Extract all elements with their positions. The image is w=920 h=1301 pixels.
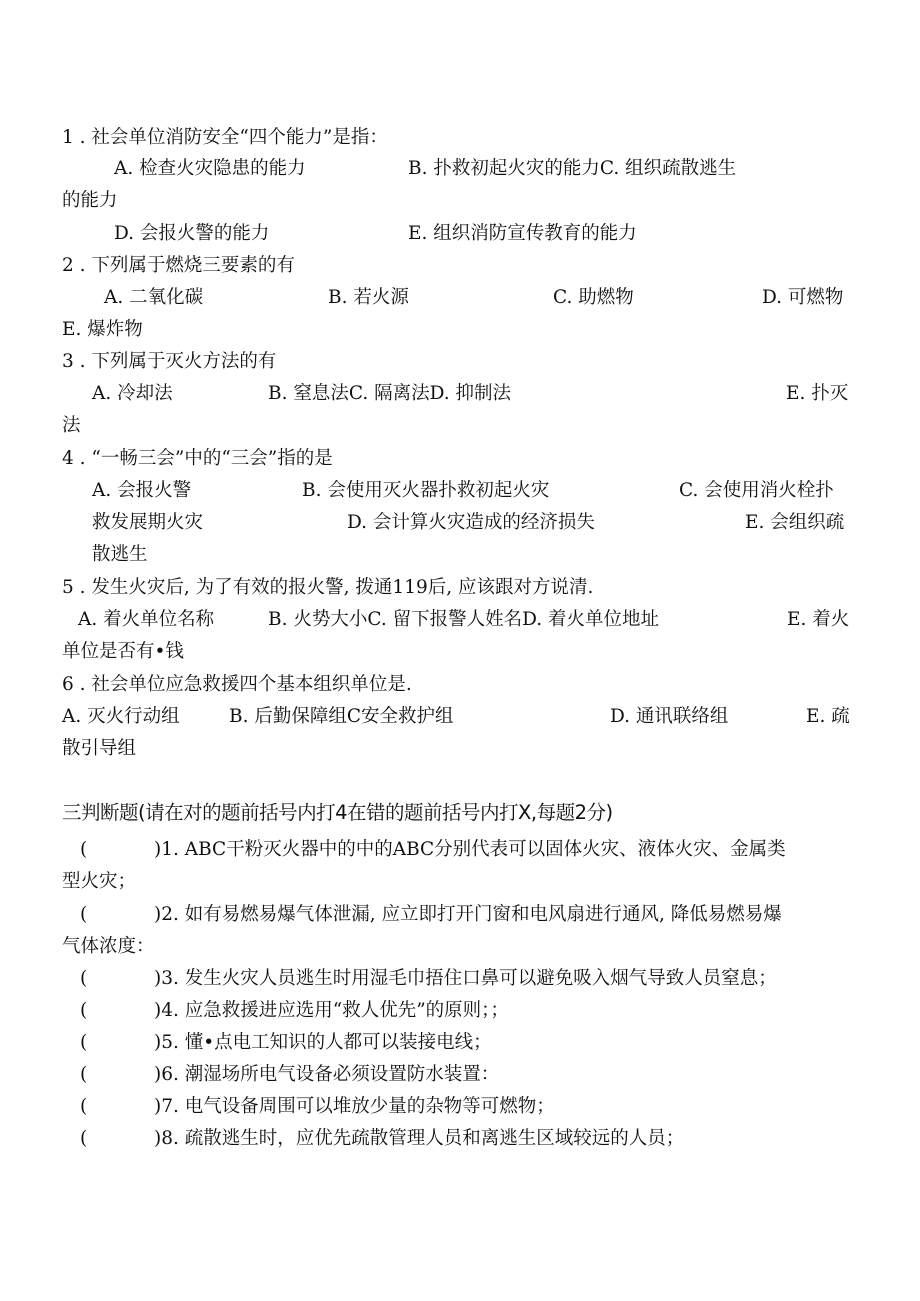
q6-option-b-c: B. 后勤保障组C安全救护组 xyxy=(229,706,454,727)
q1-option-a: A. 检查火灾隐患的能力 xyxy=(114,158,306,179)
tf-item-2-continued: 气体浓度： xyxy=(62,936,155,957)
open-paren: ( xyxy=(80,1064,88,1085)
q1-option-d: D. 会报火警的能力 xyxy=(114,223,270,244)
q4-option-e: E. 会组织疏 xyxy=(745,512,845,533)
open-paren: ( xyxy=(80,1032,88,1053)
answer-bracket[interactable] xyxy=(80,1095,154,1119)
tf-item-text: 5. 懂•点电工知识的人都可以装接电线； xyxy=(161,1032,492,1053)
tf-item-6 xyxy=(80,1063,499,1087)
q4-option-d: D. 会计算火灾造成的经济损失 xyxy=(347,512,595,533)
open-paren: ( xyxy=(80,1096,88,1117)
q2-option-a: A. 二氧化碳 xyxy=(104,287,204,308)
q3-option-a: A. 冷却法 xyxy=(92,383,173,404)
answer-bracket[interactable] xyxy=(80,1063,154,1087)
open-paren: ( xyxy=(80,839,88,860)
q2-option-b: B. 若火源 xyxy=(328,287,409,308)
q1-option-b-c: B. 扑救初起火灾的能力C. 组织疏散逃生 xyxy=(408,158,737,179)
close-paren: ) xyxy=(154,1032,162,1053)
tf-item-text: 6. 潮湿场所电气设备必须设置防水装置： xyxy=(161,1064,500,1085)
tf-item-1 xyxy=(80,838,786,862)
q5-option-a: A. 着火单位名称 xyxy=(78,609,215,630)
q3-option-e-continued: 法 xyxy=(62,415,81,436)
q4-option-b: B. 会使用灭火器扑救初起火灾 xyxy=(302,480,550,501)
q3-stem: 3 . 下列属于灭火方法的有 xyxy=(62,351,277,372)
close-paren: ) xyxy=(154,1096,162,1117)
close-paren: ) xyxy=(154,1064,162,1085)
tf-item-text: 7. 电气设备周围可以堆放少量的杂物等可燃物； xyxy=(161,1096,555,1117)
close-paren: ) xyxy=(154,839,162,860)
answer-bracket[interactable] xyxy=(80,1031,154,1055)
q4-stem: 4 . “一畅三会”中的“三会”指的是 xyxy=(62,448,333,469)
tf-item-4 xyxy=(80,999,509,1023)
q5-option-b-c-d: B. 火势大小C. 留下报警人姓名D. 着火单位地址 xyxy=(268,609,660,630)
tf-item-1-continued: 型火灾； xyxy=(62,871,137,892)
q2-option-d: D. 可燃物 xyxy=(762,287,844,308)
q4-option-c-continued: 救发展期火灾 xyxy=(92,512,204,533)
tf-item-text: 2. 如有易燃易爆气体泄漏, 应立即打开门窗和电风扇进行通风, 降低易燃易爆 xyxy=(161,904,782,925)
tf-item-text: 3. 发生火灾人员逃生时用湿毛巾捂住口鼻可以避免吸入烟气导致人员窒息； xyxy=(161,968,777,989)
q3-option-b-c-d: B. 窒息法C. 隔离法D. 抑制法 xyxy=(268,383,512,404)
open-paren: ( xyxy=(80,1128,88,1149)
tf-item-3 xyxy=(80,967,777,991)
close-paren: ) xyxy=(154,968,162,989)
tf-item-8 xyxy=(80,1127,684,1151)
q6-option-e: E. 疏 xyxy=(806,706,850,727)
tf-item-text: 8. 疏散逃生时，应优先疏散管理人员和离逃生区域较远的人员； xyxy=(161,1128,685,1149)
answer-bracket[interactable] xyxy=(80,838,154,862)
open-paren: ( xyxy=(80,1000,88,1021)
q6-option-a: A. 灭火行动组 xyxy=(62,706,180,727)
q1-option-e: E. 组织消防宣传教育的能力 xyxy=(408,223,637,244)
q2-option-c: C. 助燃物 xyxy=(553,287,634,308)
open-paren: ( xyxy=(80,904,88,925)
q5-option-e-continued: 单位是否有•钱 xyxy=(62,641,184,662)
answer-bracket[interactable] xyxy=(80,903,154,927)
answer-bracket[interactable] xyxy=(80,999,154,1023)
q1-option-c-continued: 的能力 xyxy=(62,190,118,211)
answer-bracket[interactable] xyxy=(80,967,154,991)
q4-option-e-continued: 散逃生 xyxy=(92,544,148,565)
q6-option-e-continued: 散引导组 xyxy=(62,738,137,759)
q1-stem: 1 . 社会单位消防安全“四个能力”是指： xyxy=(62,127,388,148)
close-paren: ) xyxy=(154,904,162,925)
q6-stem: 6 . 社会单位应急救援四个基本组织单位是. xyxy=(62,674,412,695)
answer-bracket[interactable] xyxy=(80,1127,154,1151)
open-paren: ( xyxy=(80,968,88,989)
q2-stem: 2 . 下列属于燃烧三要素的有 xyxy=(62,255,295,276)
tf-item-7 xyxy=(80,1095,555,1119)
close-paren: ) xyxy=(154,1000,162,1021)
q2-option-e: E. 爆炸物 xyxy=(62,319,143,340)
tf-item-text: 1. ABC干粉灭火器中的中的ABC分别代表可以固体火灾、液体火灾、金属类 xyxy=(161,839,786,860)
q6-option-d: D. 通讯联络组 xyxy=(610,706,729,727)
tf-item-2 xyxy=(80,903,782,927)
tf-item-text: 4. 应急救援进应选用“救人优先”的原则；； xyxy=(161,1000,509,1021)
section-heading-true-false: 三判断题(请在对的题前括号内打4在错的题前括号内打X,每题2分) xyxy=(62,801,613,824)
q5-option-e: E. 着火 xyxy=(787,609,850,630)
q5-stem: 5 . 发生火灾后, 为了有效的报火警, 拨通119后, 应该跟对方说清. xyxy=(62,577,594,598)
tf-item-5 xyxy=(80,1031,492,1055)
q3-option-e: E. 扑灭 xyxy=(786,383,849,404)
q4-option-c: C. 会使用消火栓扑 xyxy=(679,480,834,501)
close-paren: ) xyxy=(154,1128,162,1149)
q4-option-a: A. 会报火警 xyxy=(92,480,192,501)
